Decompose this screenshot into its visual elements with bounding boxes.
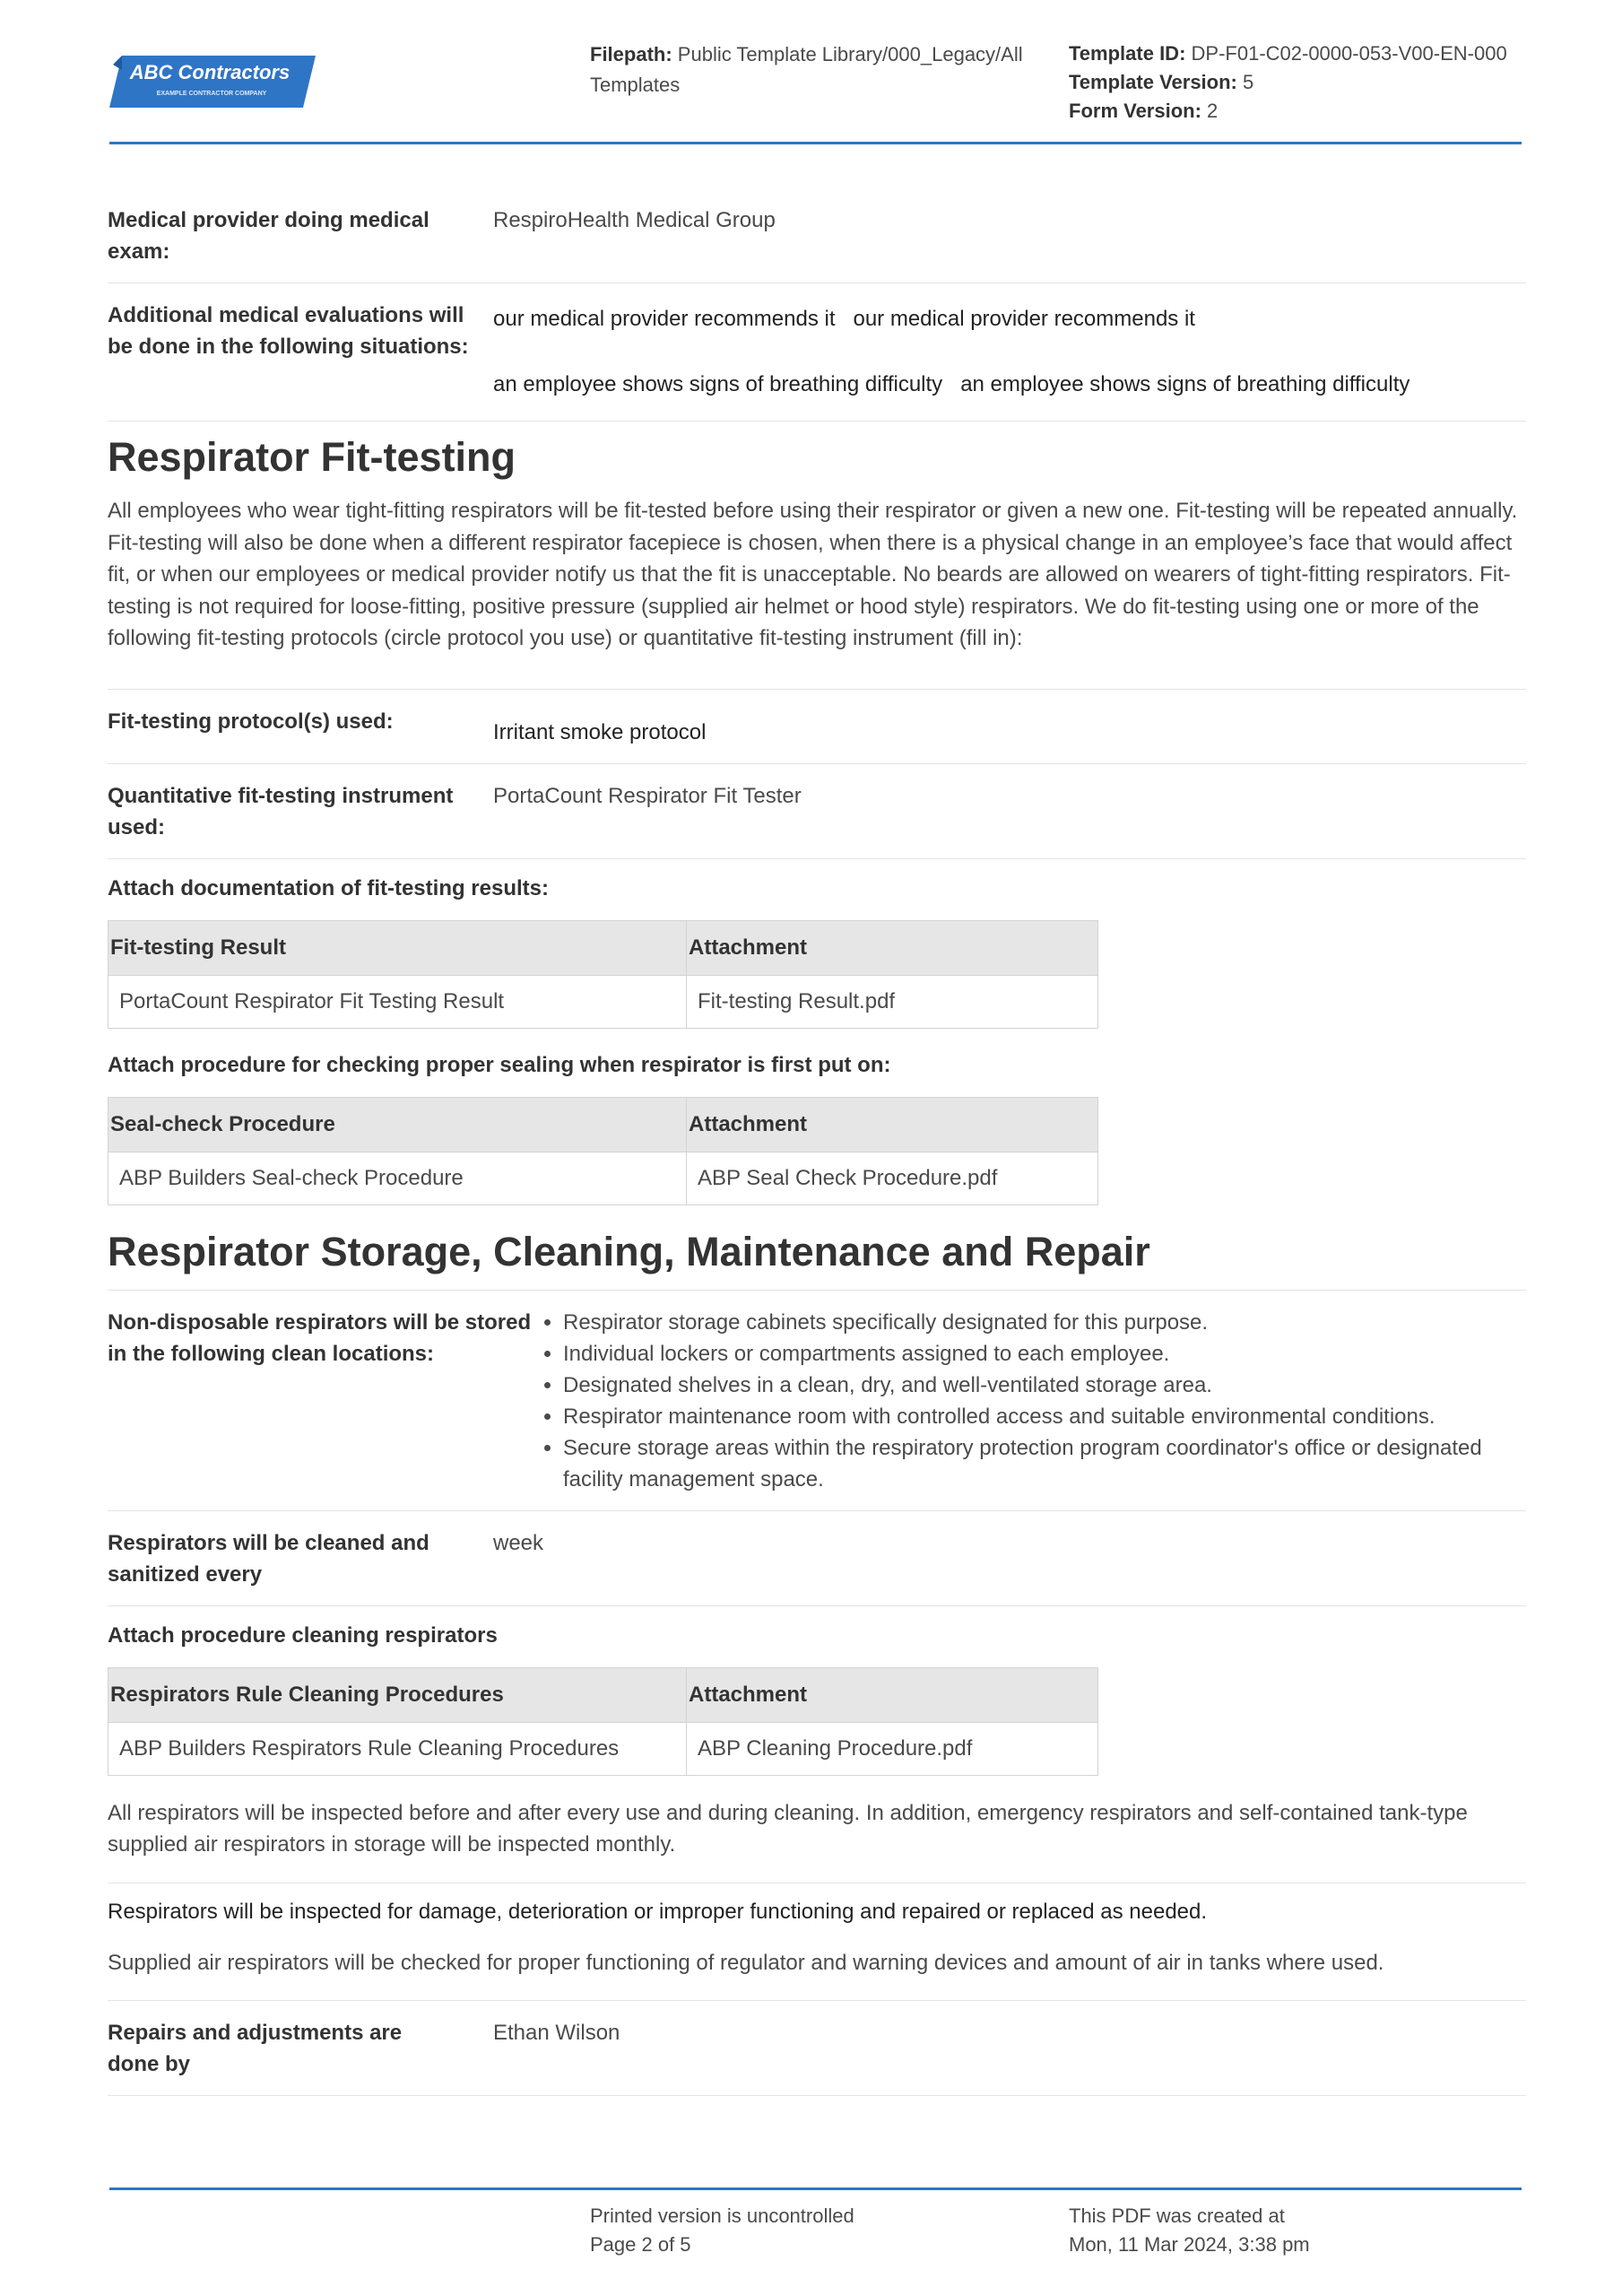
inspection-statements	[108, 1883, 1526, 2000]
cleaning-attach-label: Attach procedure cleaning respirators	[108, 1622, 498, 1648]
storage-locations-list	[538, 1307, 1526, 1495]
protocol-row	[108, 689, 1526, 764]
situation-item	[493, 369, 1526, 400]
filepath-value-cont: Templates	[590, 74, 681, 96]
field-value: Irritant smoke protocol	[493, 719, 707, 744]
filepath-value: Public Template Library/000_Legacy/All	[677, 43, 1023, 65]
seal-attach-label: Attach procedure for checking proper sealing when respirator is first put on:	[108, 1052, 891, 1077]
page-header	[0, 0, 1622, 148]
form-version-value: 2	[1207, 100, 1219, 122]
created-timestamp: Mon, 11 Mar 2024, 3:38 pm	[1069, 2233, 1310, 2256]
field-label: Non-disposable respirators will be stored in the following clean locations:	[108, 1309, 532, 1366]
table-cell: ABP Builders Respirators Rule Cleaning Procedures	[108, 1722, 687, 1775]
svg-text:EXAMPLE CONTRACTOR COMPANY: EXAMPLE CONTRACTOR COMPANY	[156, 91, 267, 97]
field-value: PortaCount Respirator Fit Tester	[493, 783, 802, 808]
list-item: • Secure storage areas within the respiratory protection program coordinator's office or designated facility management space.	[563, 1432, 1526, 1495]
field-value: RespiroHealth Medical Group	[493, 208, 776, 232]
attachment-link[interactable]: Fit-testing Result.pdf	[687, 975, 1098, 1028]
column-header: Attachment	[687, 920, 1098, 975]
filepath-label: Filepath:	[590, 43, 672, 65]
template-id-value: DP-F01-C02-0000-053-V00-EN-000	[1191, 42, 1507, 65]
situation-text: an employee shows signs of breathing difficulty	[493, 372, 943, 396]
storage-locations-value	[538, 1307, 1526, 1495]
field-label: Repairs and adjustments are done by	[108, 2020, 403, 2076]
fit-testing-paragraph: All employees who wear tight-fitting respirators will be fit-tested before using their respirator or given a new one. Fit-testing will be repeated annually. Fit-testing will also be done when a different respirator facepiece is chosen, when there is a physical change in an employee’s face that would affect fit, or when our employees or medical provider notify us that the fit is unacceptable. No beards are allowed on wearers of tight-fitting respirators. Fit-testing is not required for loose-fitting, positive pressure (supplied air helmet or hood style) respirators. We do fit-testing using one or more of the following fit-testing protocols (circle protocol you use) or quantitative fit-testing instrument (fill in):	[108, 499, 1518, 650]
footer-divider	[109, 2187, 1522, 2190]
attachment-link[interactable]: ABP Seal Check Procedure.pdf	[687, 1152, 1098, 1205]
results-attach-label: Attach documentation of fit-testing results:	[108, 875, 549, 900]
form-version-label: Form Version:	[1069, 100, 1201, 122]
header-divider	[109, 142, 1522, 144]
template-id-label: Template ID:	[1069, 42, 1186, 65]
page-content	[108, 188, 1526, 2096]
situations-list	[493, 300, 1526, 405]
cleaning-procedures-table	[108, 1667, 1098, 1776]
supplied-air-statement: Supplied air respirators will be checked for proper functioning of regulator and warning devices and amount of air in tanks where used.	[108, 1950, 1384, 1975]
list-item: • Respirator maintenance room with controlled access and suitable environmental conditions.	[563, 1401, 1526, 1432]
situation-text: our medical provider recommends it	[853, 307, 1195, 331]
field-label: Medical provider doing medical exam:	[108, 208, 429, 264]
template-version-label: Template Version:	[1069, 71, 1237, 93]
medical-provider-row	[108, 188, 1526, 283]
field-label: Fit-testing protocol(s) used:	[108, 709, 394, 734]
situation-item	[493, 303, 1526, 335]
seal-check-table	[108, 1097, 1098, 1205]
footer-print-info	[590, 2202, 854, 2259]
svg-text:ABC Contractors: ABC Contractors	[129, 61, 291, 83]
table-header-row	[108, 1667, 1098, 1722]
table-row	[108, 1722, 1098, 1775]
inspection-paragraph: All respirators will be inspected before and after every use and during cleaning. In addition, emergency respirators and self-contained tank-type supplied air respirators in storage will be inspected monthly.	[108, 1800, 1468, 1857]
column-header: Respirators Rule Cleaning Procedures	[108, 1667, 687, 1722]
table-header-row	[108, 1097, 1098, 1152]
field-label: Quantitative fit-testing instrument used:	[108, 783, 454, 839]
page-number: Page 2 of 5	[590, 2233, 691, 2256]
table-row	[108, 975, 1098, 1028]
field-value: week	[493, 1530, 544, 1555]
table-row	[108, 1152, 1098, 1205]
repairs-row	[108, 2000, 1526, 2096]
company-logo	[109, 52, 316, 111]
situation-text: our medical provider recommends it	[493, 307, 836, 331]
column-header: Seal-check Procedure	[108, 1097, 687, 1152]
column-header: Fit-testing Result	[108, 920, 687, 975]
field-label: Additional medical evaluations will be done in the following situations:	[108, 303, 469, 359]
section-heading-storage: Respirator Storage, Cleaning, Maintenance and Repair	[108, 1228, 1150, 1274]
attachment-link[interactable]: ABP Cleaning Procedure.pdf	[687, 1722, 1098, 1775]
fit-testing-results-table	[108, 920, 1098, 1029]
list-item: • Respirator storage cabinets specifically designated for this purpose.	[563, 1307, 1526, 1338]
instrument-row	[108, 764, 1526, 859]
list-item: • Individual lockers or compartments assigned to each employee.	[563, 1338, 1526, 1370]
footer-created-info	[1069, 2202, 1310, 2259]
template-version-value: 5	[1243, 71, 1254, 93]
table-cell: PortaCount Respirator Fit Testing Result	[108, 975, 687, 1028]
field-label: Respirators will be cleaned and sanitized every	[108, 1530, 429, 1587]
created-label: This PDF was created at	[1069, 2205, 1285, 2227]
column-header: Attachment	[687, 1667, 1098, 1722]
field-value: Ethan Wilson	[493, 2020, 620, 2045]
storage-locations-row	[108, 1290, 1526, 1511]
situation-text: an employee shows signs of breathing difficulty	[960, 372, 1410, 396]
template-info-block	[1069, 39, 1535, 126]
section-heading-fit-testing: Respirator Fit-testing	[108, 434, 516, 480]
cleaning-frequency-row	[108, 1511, 1526, 1606]
table-cell: ABP Builders Seal-check Procedure	[108, 1152, 687, 1205]
damage-statement: Respirators will be inspected for damage, deterioration or improper functioning and repaired or replaced as needed.	[108, 1899, 1208, 1924]
list-item: • Designated shelves in a clean, dry, and well-ventilated storage area.	[563, 1370, 1526, 1401]
filepath-block	[590, 39, 1056, 100]
uncontrolled-notice: Printed version is uncontrolled	[590, 2205, 854, 2227]
additional-evaluations-row	[108, 283, 1526, 422]
column-header: Attachment	[687, 1097, 1098, 1152]
table-header-row	[108, 920, 1098, 975]
